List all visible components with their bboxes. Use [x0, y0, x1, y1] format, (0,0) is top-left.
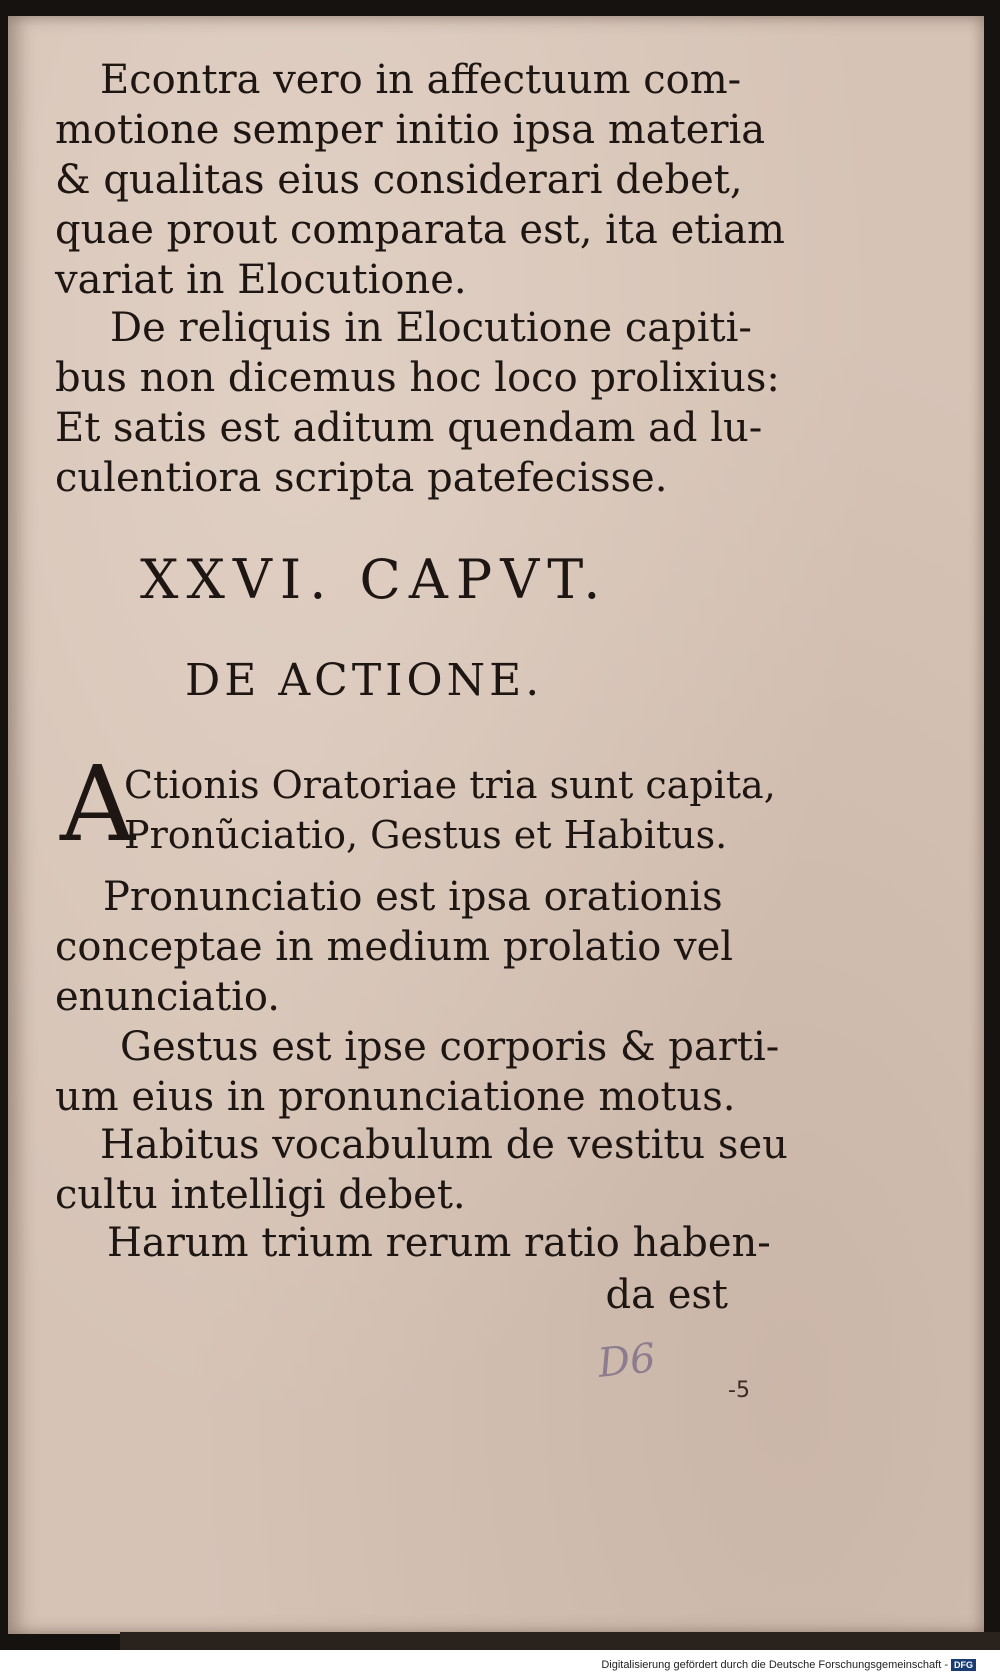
paragraph-5: [55, 1022, 779, 1122]
text-line: conceptae in medium prolatio vel: [55, 924, 734, 970]
paragraph-3-lines: [124, 760, 776, 860]
dfg-logo-icon: DFG: [951, 1659, 976, 1671]
text-line: & qualitas eius considerari debet,: [55, 157, 743, 203]
paragraph-4: [55, 872, 733, 1022]
text-line: bus non dicemus hoc loco prolixius:: [55, 355, 780, 401]
chapter-heading: XXVI. CAPVT.: [140, 548, 609, 611]
margin-mark: -5: [728, 1378, 750, 1403]
text-line: Pronunciatio est ipsa orationis: [103, 874, 723, 920]
digitization-credit: [601, 1656, 976, 1674]
text-line: Pronũciatio, Gestus et Habitus.: [124, 813, 728, 857]
text-line: variat in Elocutione.: [55, 257, 467, 303]
signature-mark: D6: [595, 1335, 658, 1387]
paragraph-2: [55, 303, 780, 503]
text-line: cultu intelligi debet.: [55, 1172, 466, 1218]
text-line: Ctionis Oratoriae tria sunt capita,: [124, 763, 776, 807]
text-line: culentiora scripta patefecisse.: [55, 455, 668, 501]
paragraph-1: [55, 55, 785, 305]
text-line: motione semper initio ipsa materia: [55, 107, 766, 153]
chapter-subheading: DE ACTIONE.: [185, 655, 544, 706]
credit-text: Digitalisierung gefördert durch die Deutsche Forschungsgemeinschaft -: [601, 1659, 948, 1671]
paragraph-7: [55, 1218, 771, 1268]
text-line: quae prout comparata est, ita etiam: [55, 207, 785, 253]
text-line: enunciatio.: [55, 974, 280, 1020]
text-line: Habitus vocabulum de vestitu seu: [100, 1122, 788, 1168]
text-line: Econtra vero in affectuum com-: [100, 57, 742, 103]
text-line: Harum trium rerum ratio haben-: [107, 1220, 771, 1266]
text-line: Et satis est aditum quendam ad lu-: [55, 405, 763, 451]
text-line: De reliquis in Elocutione capiti-: [110, 305, 752, 351]
text-line: Gestus est ipse corporis & parti-: [120, 1024, 780, 1070]
catchword: da est: [605, 1272, 728, 1318]
drop-cap-initial: A: [60, 743, 136, 865]
text-line: um eius in pronunciatione motus.: [55, 1074, 736, 1120]
page-bottom-edge: [120, 1632, 1000, 1650]
paragraph-6: [55, 1120, 788, 1220]
